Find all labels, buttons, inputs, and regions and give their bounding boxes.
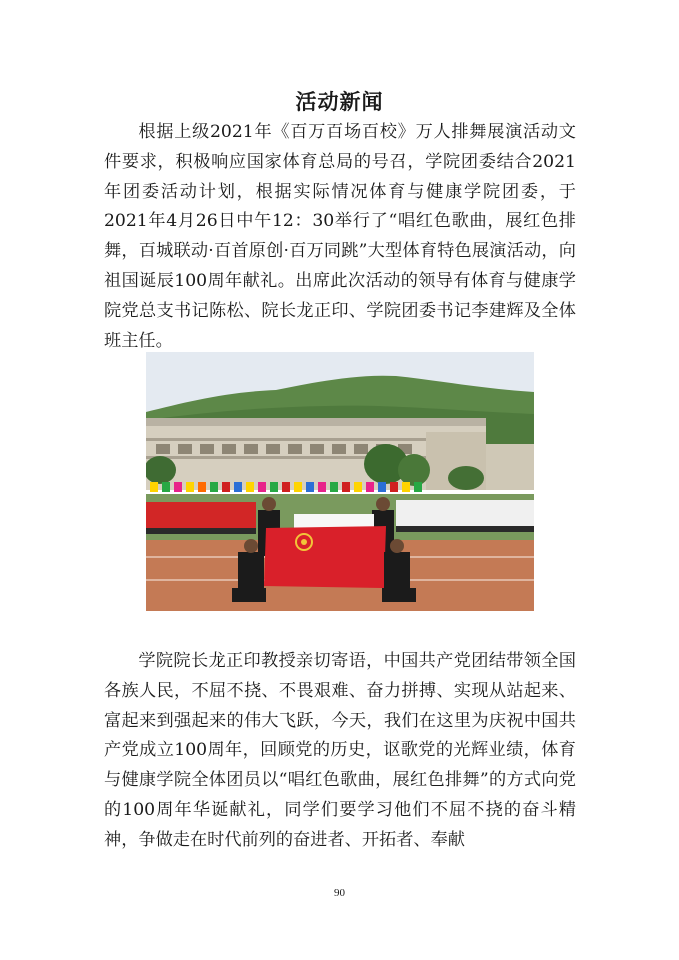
event-photo [146,352,534,611]
paragraph-intro: 根据上级2021年《百万百场百校》万人排舞展演活动文件要求，积极响应国家体育总局的号召，学院团委结合2021年团委活动计划，根据实际情况体育与健康学院团委，于2021年4月26日中午12：30举行了“唱红色歌曲，展红色排舞，百城联动·百首原创·百万同跳”大型体育特色展演活动，向祖国诞辰100周年献礼。出席此次活动的领导有体育与健康学院党总支书记陈松、院长龙正印、学院团委书记李建辉及全体班主任。 [104,122,576,351]
page-number: 90 [334,887,345,899]
photo-flags [150,482,422,492]
paragraph-speech: 学院院长龙正印教授亲切寄语，中国共产党团结带领全国各族人民，不屈不挠、不畏艰难、奋力拼搏、实现从站起来、富起来到强起来的伟大飞跃，今天，我们在这里为庆祝中国共产党成立100周年，回顾党的历史，讴歌党的光辉业绩，体育与健康学院全体团员以“唱红色歌曲，展红色排舞”的方式向党的100周年华诞献礼，同学们要学习他们不屈不挠的奋斗精神，争做走在时代前列的奋进者、开拓者、奉献 [104,651,576,850]
photo-crowd-red [146,502,256,528]
page-title: 活动新闻 [295,90,384,114]
photo-crowd-white [396,500,534,526]
photo-red-flag [264,526,386,588]
